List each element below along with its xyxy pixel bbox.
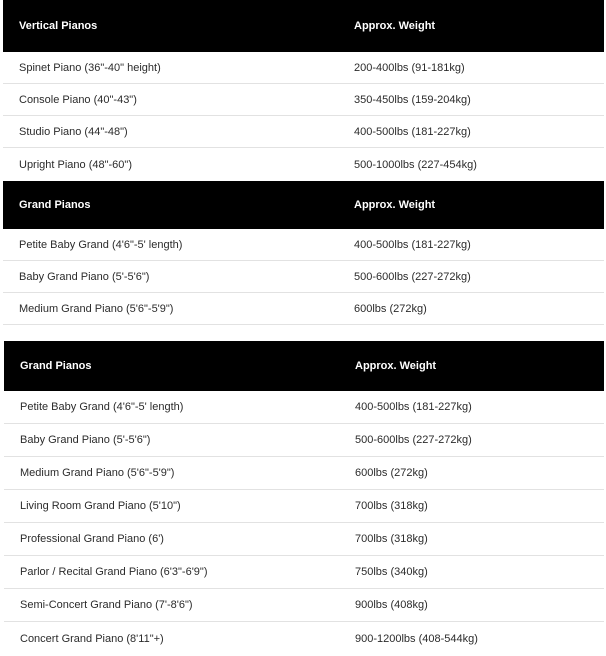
piano-type-cell: Medium Grand Piano (5'6"-5'9") [20,467,175,479]
header-piano-type: Vertical Pianos [19,20,98,32]
weight-cell: 600lbs (272kg) [354,302,427,315]
piano-type-cell: Petite Baby Grand (4'6"-5' length) [19,238,183,251]
table-row [3,52,604,84]
piano-type-cell: Professional Grand Piano (6') [20,533,164,545]
table-row [4,490,604,523]
header-approx-weight: Approx. Weight [355,360,437,372]
table-row [4,556,604,589]
piano-type-cell: Petite Baby Grand (4'6"-5' length) [20,401,184,413]
table-row [3,84,604,116]
piano-weight-table-vertical-and-grand [3,0,604,325]
table-row [3,116,604,148]
weight-cell: 400-500lbs (181-227kg) [355,401,472,413]
weight-cell: 350-450lbs (159-204kg) [354,93,471,106]
weight-cell: 750lbs (340kg) [355,566,428,578]
weight-cell: 900lbs (408kg) [355,599,428,611]
table-separator-gap [0,332,606,341]
table-row [3,293,604,325]
table-row [4,589,604,622]
weight-cell: 400-500lbs (181-227kg) [354,125,471,138]
piano-type-cell: Spinet Piano (36"-40" height) [19,61,161,74]
weight-cell: 700lbs (318kg) [355,533,428,545]
table-header-vertical-pianos [3,0,604,52]
piano-type-cell: Console Piano (40"-43") [19,93,137,106]
piano-type-cell: Parlor / Recital Grand Piano (6'3"-6'9") [20,566,208,578]
table-row [4,424,604,457]
table-header-grand-pianos [4,341,604,391]
header-approx-weight: Approx. Weight [354,199,436,211]
header-piano-type: Grand Pianos [20,360,92,372]
header-approx-weight: Approx. Weight [354,20,436,32]
weight-cell: 400-500lbs (181-227kg) [354,238,471,251]
table-row [4,622,604,655]
table-row [4,391,604,424]
piano-type-cell: Concert Grand Piano (8'11"+) [20,632,164,645]
weight-cell: 500-1000lbs (227-454kg) [354,158,477,171]
table-row [4,523,604,556]
piano-type-cell: Medium Grand Piano (5'6"-5'9") [19,302,174,315]
table-header-grand-pianos [3,181,604,229]
table-row [3,261,604,293]
piano-type-cell: Studio Piano (44"-48") [19,125,128,138]
piano-type-cell: Baby Grand Piano (5'-5'6") [20,434,151,446]
weight-cell: 200-400lbs (91-181kg) [354,61,465,74]
piano-type-cell: Semi-Concert Grand Piano (7'-8'6") [20,599,193,611]
weight-cell: 900-1200lbs (408-544kg) [355,632,478,645]
header-piano-type: Grand Pianos [19,199,91,211]
weight-cell: 700lbs (318kg) [355,500,428,512]
weight-cell: 500-600lbs (227-272kg) [355,434,472,446]
table-row [4,457,604,490]
table-row [3,148,604,181]
weight-cell: 600lbs (272kg) [355,467,428,479]
piano-type-cell: Living Room Grand Piano (5'10") [20,500,181,512]
weight-cell: 500-600lbs (227-272kg) [354,270,471,283]
piano-weight-table-grand [4,341,604,655]
piano-type-cell: Upright Piano (48"-60") [19,158,132,171]
table-row [3,229,604,261]
piano-type-cell: Baby Grand Piano (5'-5'6") [19,270,150,283]
